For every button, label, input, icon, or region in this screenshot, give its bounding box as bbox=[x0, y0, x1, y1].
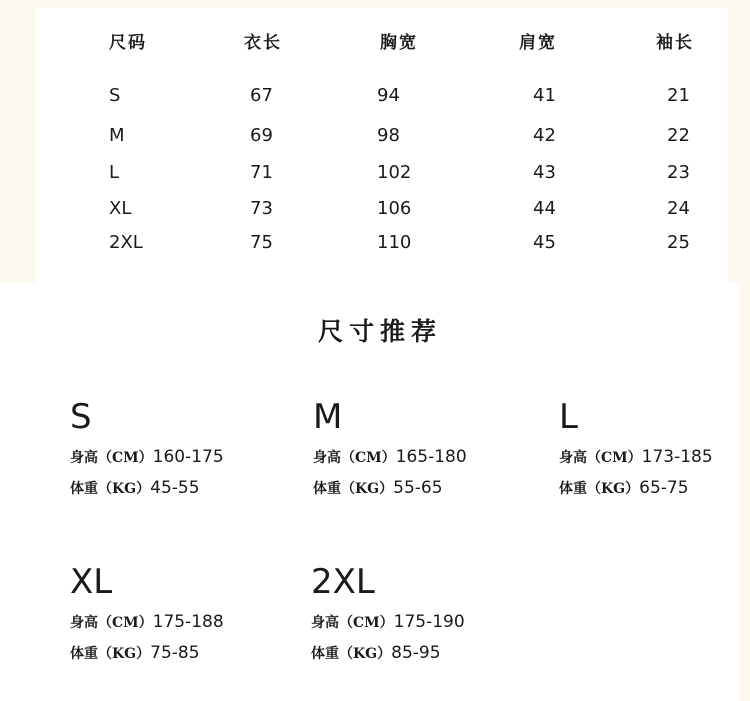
weight-line bbox=[70, 642, 310, 664]
header-shoulder: 肩宽 bbox=[519, 33, 557, 53]
weight-line bbox=[313, 477, 553, 499]
height-line bbox=[311, 611, 551, 633]
height-line bbox=[70, 446, 310, 468]
cell-size: S bbox=[109, 85, 121, 106]
height-line bbox=[313, 446, 553, 468]
size-label: M bbox=[313, 397, 343, 437]
height-value: 175-188 bbox=[152, 612, 224, 632]
table-row bbox=[36, 81, 728, 111]
weight-value: 85-95 bbox=[391, 643, 441, 663]
height-label: 身高（CM） bbox=[313, 450, 396, 466]
size-label: L bbox=[559, 397, 578, 437]
cell-length: 75 bbox=[250, 232, 273, 253]
size-table-header bbox=[36, 28, 728, 58]
table-row bbox=[36, 228, 728, 258]
recommendation-title: 尺寸推荐 bbox=[317, 317, 442, 346]
weight-line bbox=[559, 477, 750, 499]
cell-sleeve: 23 bbox=[667, 162, 690, 183]
cell-chest: 110 bbox=[377, 232, 412, 253]
height-value: 165-180 bbox=[395, 447, 467, 467]
cell-size: XL bbox=[109, 198, 132, 219]
size-card-s bbox=[70, 397, 310, 508]
cell-sleeve: 22 bbox=[667, 125, 690, 146]
weight-label: 体重（KG） bbox=[559, 481, 640, 497]
cell-chest: 106 bbox=[377, 198, 412, 219]
height-label: 身高（CM） bbox=[559, 450, 642, 466]
weight-label: 体重（KG） bbox=[313, 481, 394, 497]
table-row bbox=[36, 121, 728, 151]
size-card-l bbox=[559, 397, 750, 508]
size-label: 2XL bbox=[311, 562, 375, 602]
height-value: 160-175 bbox=[152, 447, 224, 467]
cell-shoulder: 42 bbox=[533, 125, 556, 146]
weight-label: 体重（KG） bbox=[70, 481, 151, 497]
cell-length: 71 bbox=[250, 162, 273, 183]
weight-value: 75-85 bbox=[150, 643, 200, 663]
cell-shoulder: 43 bbox=[533, 162, 556, 183]
height-value: 173-185 bbox=[641, 447, 713, 467]
cell-length: 73 bbox=[250, 198, 273, 219]
cell-sleeve: 21 bbox=[667, 85, 690, 106]
header-length: 衣长 bbox=[244, 33, 282, 53]
cell-chest: 102 bbox=[377, 162, 412, 183]
weight-line bbox=[70, 477, 310, 499]
height-label: 身高（CM） bbox=[311, 615, 394, 631]
weight-label: 体重（KG） bbox=[70, 646, 151, 662]
cell-chest: 94 bbox=[377, 85, 400, 106]
height-label: 身高（CM） bbox=[70, 615, 153, 631]
cell-sleeve: 25 bbox=[667, 232, 690, 253]
weight-value: 55-65 bbox=[393, 478, 443, 498]
weight-value: 65-75 bbox=[639, 478, 689, 498]
table-row bbox=[36, 194, 728, 224]
cell-size: 2XL bbox=[109, 232, 143, 253]
weight-value: 45-55 bbox=[150, 478, 200, 498]
size-card-xl bbox=[70, 562, 310, 673]
cell-size: L bbox=[109, 162, 120, 183]
cell-size: M bbox=[109, 125, 125, 146]
size-label: XL bbox=[70, 562, 113, 602]
size-card-2xl bbox=[311, 562, 551, 673]
weight-line bbox=[311, 642, 551, 664]
weight-label: 体重（KG） bbox=[311, 646, 392, 662]
cell-length: 67 bbox=[250, 85, 273, 106]
header-sleeve: 袖长 bbox=[656, 33, 694, 53]
cell-shoulder: 41 bbox=[533, 85, 556, 106]
height-label: 身高（CM） bbox=[70, 450, 153, 466]
height-line bbox=[559, 446, 750, 468]
cell-shoulder: 45 bbox=[533, 232, 556, 253]
cell-chest: 98 bbox=[377, 125, 400, 146]
size-label: S bbox=[70, 397, 92, 437]
height-line bbox=[70, 611, 310, 633]
header-size: 尺码 bbox=[109, 33, 147, 53]
cell-shoulder: 44 bbox=[533, 198, 556, 219]
height-value: 175-190 bbox=[393, 612, 465, 632]
cell-sleeve: 24 bbox=[667, 198, 690, 219]
cell-length: 69 bbox=[250, 125, 273, 146]
table-row bbox=[36, 158, 728, 188]
header-chest: 胸宽 bbox=[380, 33, 418, 53]
size-card-m bbox=[313, 397, 553, 508]
